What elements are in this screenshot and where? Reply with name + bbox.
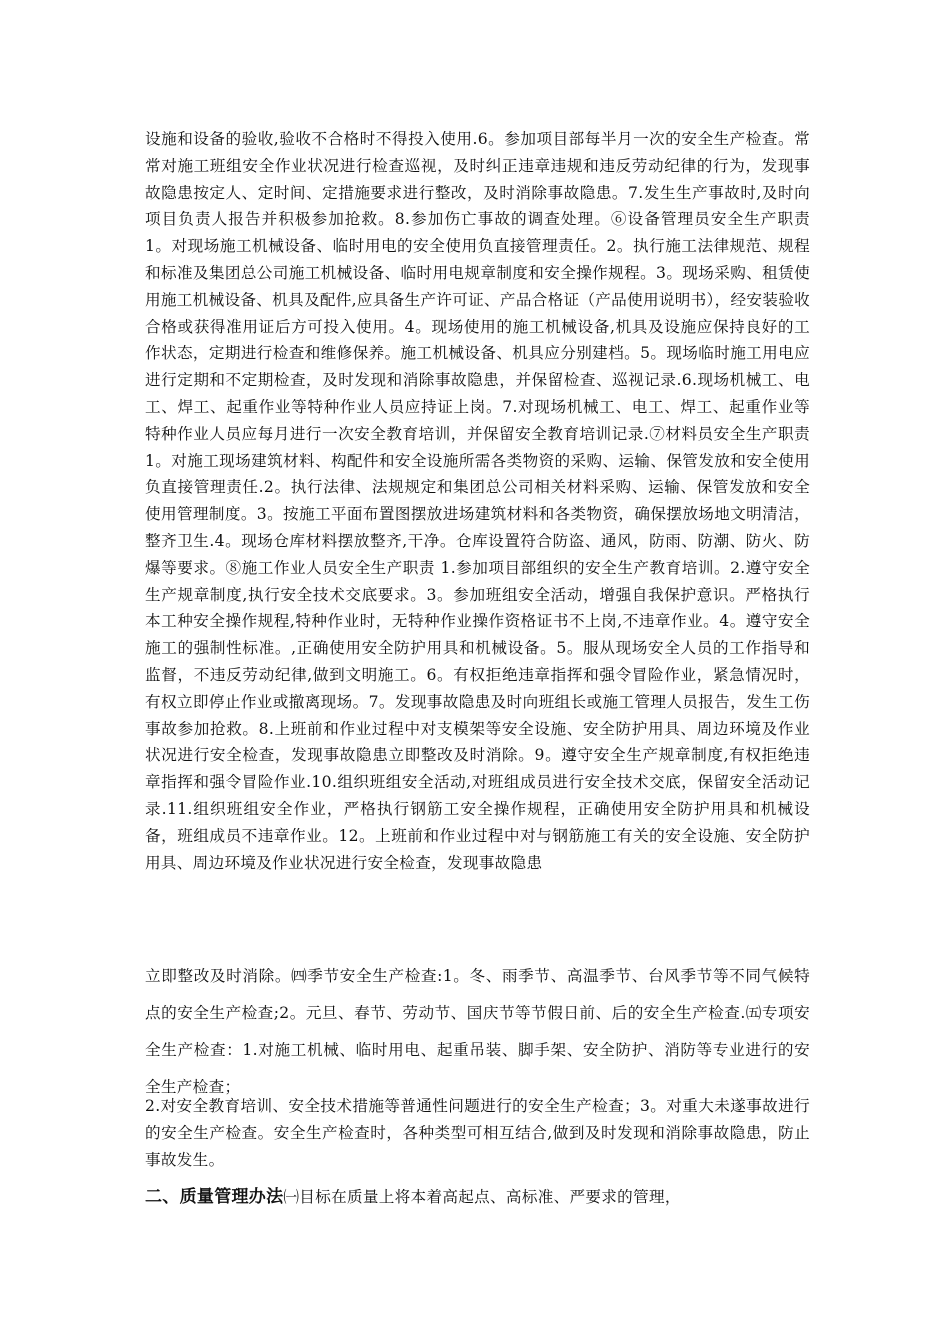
section-intro-text: ㈠目标在质量上将本着高起点、高标准、严要求的管理， bbox=[283, 1188, 681, 1206]
section-heading: 二、质量管理办法 bbox=[145, 1187, 284, 1207]
body-paragraph-safety-duties: 设施和设备的验收,验收不合格时不得投入使用.6。参加项目部每半月一次的安全生产检查。常常对施工班组安全作业状况进行检查巡视，及时纠正违章违规和违反劳动纪律的行为，发现事故隐患按定人、定时间、定措施要求进行整改，及时消除事故隐患。7.发生生产事故时,及时向项目负责人报告并积极参加抢救。8.参加伤亡事故的调查处理。⑥设备管理员安全生产职责 1。对现场施工机械设备、临时用电的安全使用负直接管理责任。2。执行施工法律规范、规程和标准及集团总公司施工机械设备、临时用电规章制度和安全操作规程。3。现场采购、租赁使用施工机械设备、机具及配件,应具备生产许可证、产品合格证（产品使用说明书），经安装验收合格或获得准用证后方可投入使用。4。现场使用的施工机械设备,机具及设施应保持良好的工作状态，定期进行检查和维修保养。施工机械设备、机具应分别建档。5。现场临时施工用电应进行定期和不定期检查，及时发现和消除事故隐患，并保留检查、巡视记录.6.现场机械工、电工、焊工、起重作业等特种作业人员应持证上岗。7.对现场机械工、电工、焊工、起重作业等特种作业人员应每月进行一次安全教育培训，并保留安全教育培训记录.⑦材料员安全生产职责 1。对施工现场建筑材料、构配件和安全设施所需各类物资的采购、运输、保管发放和安全使用负直接管理责任.2。执行法律、法规规定和集团总公司相关材料采购、运输、保管发放和安全使用管理制度。3。按施工平面布置图摆放进场建筑材料和各类物资，确保摆放场地文明清洁，整齐卫生.4。现场仓库材料摆放整齐,干净。仓库设置符合防盗、通风，防雨、防潮、防火、防爆等要求。⑧施工作业人员安全生产职责 1.参加项目部组织的安全生产教育培训。2.遵守安全生产规章制度,执行安全技术交底要求。3。参加班组安全活动，增强自我保护意识。严格执行本工种安全操作规程,特种作业时，无特种作业操作资格证书不上岗,不违章作业。4。遵守安全施工的强制性标准。,正确使用安全防护用具和机械设备。5。服从现场安全人员的工作指导和监督，不违反劳动纪律,做到文明施工。6。有权拒绝违章指挥和强令冒险作业，紧急情况时，有权立即停止作业或撤离现场。7。发现事故隐患及时向班组长或施工管理人员报告，发生工伤事故参加抢救。8.上班前和作业过程中对支模架等安全设施、安全防护用具、周边环境及作业状况进行安全检查，发现事故隐患立即整改及时消除。9。遵守安全生产规章制度,有权拒绝违章指挥和强令冒险作业.10.组织班组安全活动,对班组成员进行安全技术交底，保留安全活动记录.11.组织班组安全作业，严格执行钢筋工安全操作规程，正确使用安全防护用具和机械设备，班组成员不违章作业。12。上班前和作业过程中对与钢筋施工有关的安全设施、安全防护用具、周边环境及作业状况进行安全检查，发现事故隐患 bbox=[145, 130, 810, 872]
body-paragraph-special-inspection: 2.对安全教育培训、安全技术措施等普通性问题进行的安全生产检查；3。对重大未遂事故进行的安全生产检查。安全生产检查时，各种类型可相互结合,做到及时发现和消除事故隐患，防止事故发生。 bbox=[145, 1097, 810, 1169]
body-paragraph-seasonal-inspection: 立即整改及时消除。㈣季节安全生产检查:1。冬、雨季节、高温季节、台风季节等不同气候特点的安全生产检查;2。元旦、春节、劳动节、国庆节等节假日前、后的安全生产检查.㈤专项安全生产检查：1.对施工机械、临时用电、起重吊装、脚手架、安全防护、消防等专业进行的安全生产检查； bbox=[145, 967, 810, 1096]
section-heading-line bbox=[145, 1184, 825, 1210]
